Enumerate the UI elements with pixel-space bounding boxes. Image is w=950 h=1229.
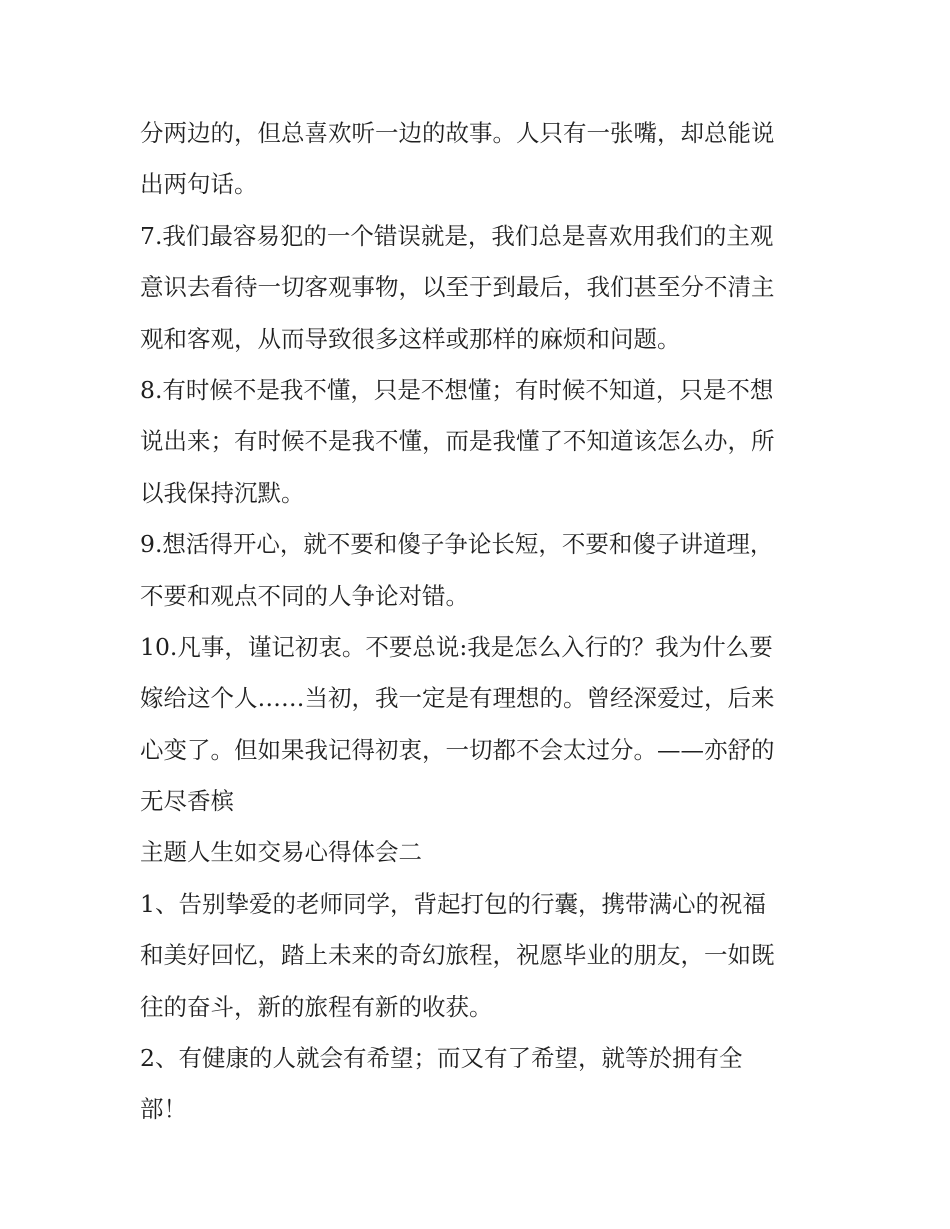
list-item-10-line: 10.凡事，谨记初衷。不要总说:我是怎么入行的？我为什么要 bbox=[140, 632, 773, 661]
list-item-2-line: 部！ bbox=[140, 1095, 187, 1124]
list-item-9-line: 9.想活得开心，就不要和傻子争论长短，不要和傻子讲道理， bbox=[140, 530, 774, 559]
list-item-10-line: 心变了。但如果我记得初衷，一切都不会太过分。——亦舒的 bbox=[140, 735, 775, 764]
document-body bbox=[140, 108, 820, 1136]
list-item-8-line: 8.有时候不是我不懂，只是不想懂；有时候不知道，只是不想 bbox=[140, 375, 774, 404]
list-item-1-line: 往的奋斗，新的旅程有新的收获。 bbox=[140, 992, 493, 1021]
list-item-8-line: 说出来；有时候不是我不懂，而是我懂了不知道该怎么办，所 bbox=[140, 427, 775, 456]
list-item-1-line: 和美好回忆，踏上未来的奇幻旅程，祝愿毕业的朋友，一如既 bbox=[140, 941, 775, 970]
list-item-8-line: 以我保持沉默。 bbox=[140, 478, 305, 507]
list-item-7-line: 观和客观，从而导致很多这样或那样的麻烦和问题。 bbox=[140, 324, 681, 353]
paragraph-line: 出两句话。 bbox=[140, 170, 258, 199]
list-item-10-line: 无尽香槟 bbox=[140, 787, 234, 816]
list-item-10-line: 嫁给这个人……当初，我一定是有理想的。曾经深爱过，后来 bbox=[140, 684, 775, 713]
section-heading: 主题人生如交易心得体会二 bbox=[140, 838, 422, 867]
list-item-2-line: 2、有健康的人就会有希望；而又有了希望，就等於拥有全 bbox=[140, 1044, 743, 1073]
list-item-1-line: 1、告别挚爱的老师同学，背起打包的行囊，携带满心的祝福 bbox=[140, 889, 766, 918]
list-item-7-line: 7.我们最容易犯的一个错误就是，我们总是喜欢用我们的主观 bbox=[140, 221, 774, 250]
list-item-7-line: 意识去看待一切客观事物，以至于到最后，我们甚至分不清主 bbox=[140, 273, 775, 302]
list-item-9-line: 不要和观点不同的人争论对错。 bbox=[140, 581, 469, 610]
paragraph-line: 分两边的，但总喜欢听一边的故事。人只有一张嘴，却总能说 bbox=[140, 119, 775, 147]
